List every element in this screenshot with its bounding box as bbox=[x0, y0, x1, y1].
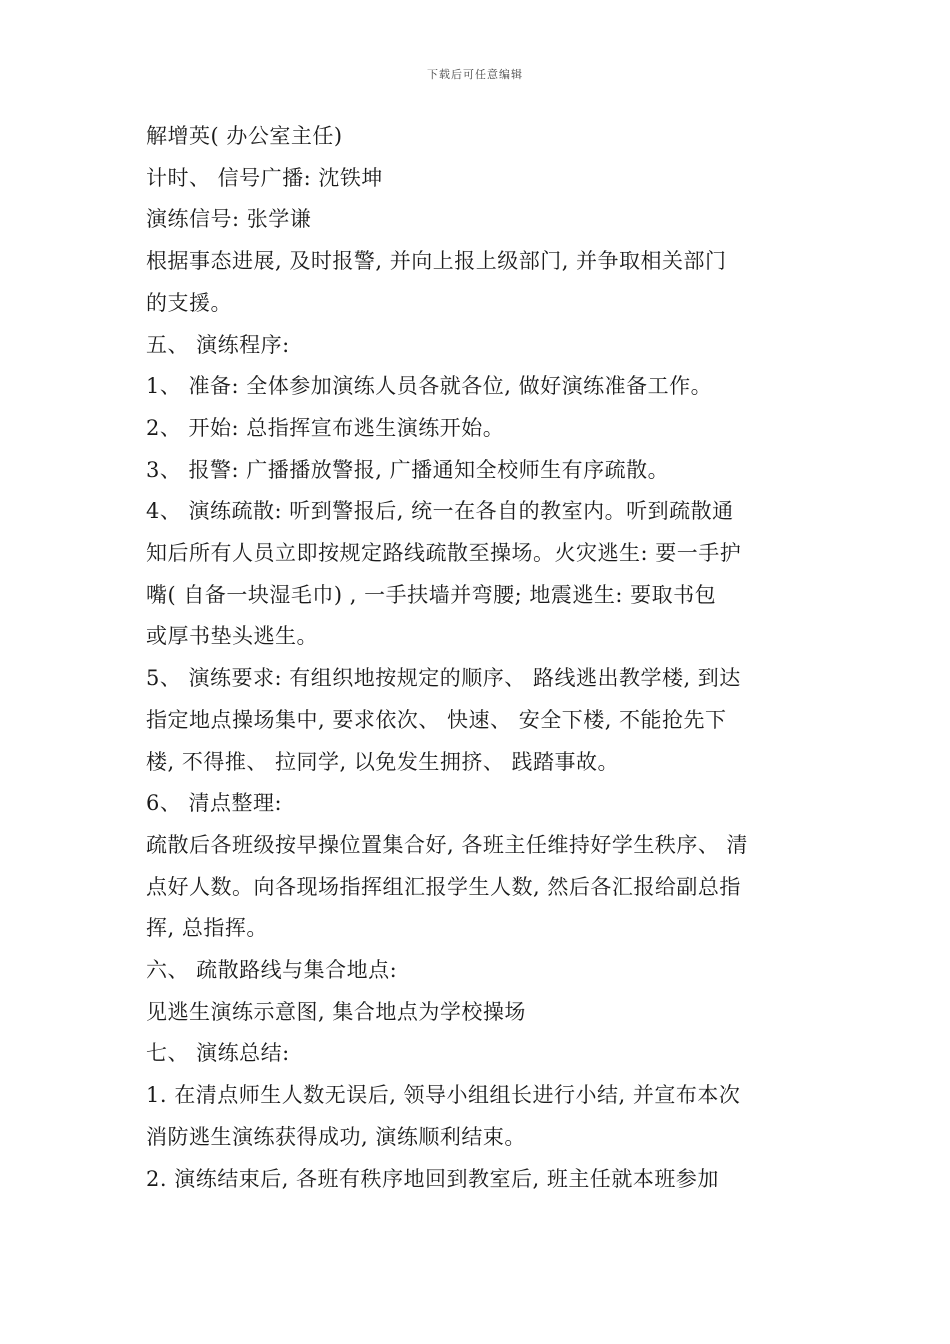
text-line: 挥, 总指挥。 bbox=[146, 916, 268, 941]
section-heading: 七、 演练总结: bbox=[146, 1041, 290, 1066]
text-line: 3、 报警: 广播播放警报, 广播通知全校师生有序疏散。 bbox=[146, 457, 670, 482]
text-line: 6、 清点整理: bbox=[146, 791, 283, 816]
text-line: 的支援。 bbox=[146, 290, 232, 315]
text-line: 1. 在清点师生人数无误后, 领导小组组长进行小结, 并宣布本次 bbox=[146, 1083, 741, 1108]
text-line: 5、 演练要求: 有组织地按规定的顺序、 路线逃出教学楼, 到达 bbox=[146, 666, 741, 691]
text-line: 指定地点操场集中, 要求依次、 快速、 安全下楼, 不能抢先下 bbox=[146, 707, 727, 732]
text-line: 见逃生演练示意图, 集合地点为学校操场 bbox=[146, 999, 526, 1024]
text-line: 计时、 信号广播: 沈铁坤 bbox=[146, 165, 383, 190]
section-heading: 六、 疏散路线与集合地点: bbox=[146, 958, 398, 983]
text-line: 1、 准备: 全体参加演练人员各就各位, 做好演练准备工作。 bbox=[146, 374, 713, 399]
section-heading: 五、 演练程序: bbox=[146, 332, 290, 357]
text-line: 根据事态进展, 及时报警, 并向上报上级部门, 并争取相关部门 bbox=[146, 249, 727, 274]
text-line: 4、 演练疏散: 听到警报后, 统一在各自的教室内。听到疏散通 bbox=[146, 499, 734, 524]
text-line: 知后所有人员立即按规定路线疏散至操场。火灾逃生: 要一手护 bbox=[146, 541, 742, 566]
text-line: 解增英( 办公室主任) bbox=[146, 124, 343, 148]
text-line: 演练信号: 张学谦 bbox=[146, 207, 312, 232]
text-line: 楼, 不得推、 拉同学, 以免发生拥挤、 践踏事故。 bbox=[146, 749, 620, 774]
document-body bbox=[146, 116, 810, 1200]
page-header-note: 下载后可任意编辑 bbox=[427, 68, 523, 81]
text-line: 嘴( 自备一块湿毛巾) , 一手扶墙并弯腰; 地震逃生: 要取书包 bbox=[146, 582, 717, 607]
text-line: 疏散后各班级按早操位置集合好, 各班主任维持好学生秩序、 清 bbox=[146, 832, 749, 857]
text-line: 点好人数。向各现场指挥组汇报学生人数, 然后各汇报给副总指 bbox=[146, 874, 741, 899]
text-line: 消防逃生演练获得成功, 演练顺利结束。 bbox=[146, 1124, 526, 1149]
text-line: 或厚书垫头逃生。 bbox=[146, 624, 318, 649]
text-line: 2、 开始: 总指挥宣布逃生演练开始。 bbox=[146, 415, 505, 440]
text-line: 2. 演练结束后, 各班有秩序地回到教室后, 班主任就本班参加 bbox=[146, 1166, 719, 1191]
